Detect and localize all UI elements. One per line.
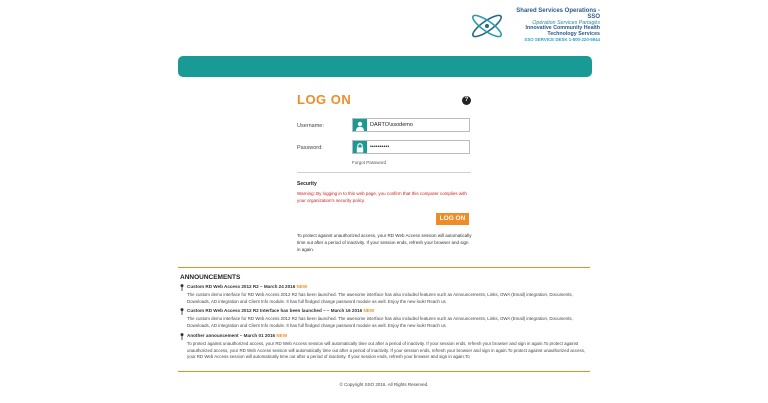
logo-line4: Technology Services <box>547 30 600 37</box>
session-timeout-note: To protect against unauthorized access, your RD Web Access session will automatically time out after a period of inactivity. If your session ends, refresh your browser and sign in again. <box>297 233 472 252</box>
help-icon[interactable]: ? <box>462 96 471 105</box>
lock-icon <box>353 141 367 153</box>
new-badge: NEW <box>363 308 375 313</box>
log-on-button[interactable]: LOG ON <box>436 213 469 225</box>
username-field-wrapper <box>352 118 470 132</box>
announcements-top-rule <box>178 267 590 268</box>
username-label: Username: <box>297 123 324 129</box>
announcements-heading: ANNOUNCEMENTS <box>180 274 241 281</box>
pin-icon <box>180 333 184 340</box>
announcement-title[interactable]: Another announcement – March 01 2016 NEW <box>187 333 288 338</box>
pin-icon <box>180 284 184 291</box>
announcements-bottom-rule <box>178 371 590 372</box>
announcement-title[interactable]: Custom RD Web Access 2012 R2 Interface has been launched – – March 16 2016 NEW <box>187 308 375 313</box>
header-banner <box>178 56 592 77</box>
sso-logo <box>468 8 598 50</box>
password-field-wrapper <box>352 140 470 154</box>
announcement-title[interactable]: Custom RD Web Access 2012 R2 – March 24 2016 NEW <box>187 284 308 289</box>
password-label: Password: <box>297 145 323 151</box>
new-badge: NEW <box>296 284 308 289</box>
user-icon <box>353 119 367 131</box>
security-warning: Warning: By logging in to this web page, you confirm that this computer complies with your organization's security policy. <box>297 191 467 203</box>
page-title: LOG ON <box>297 92 352 107</box>
pin-icon <box>180 308 184 315</box>
sso-logo-icon <box>468 8 506 44</box>
new-badge: NEW <box>276 333 288 338</box>
forgot-password-link[interactable]: Forgot Password <box>352 160 387 165</box>
logo-title: Shared Services Operations - SSO <box>516 8 600 21</box>
announcement-body: The custom demo interface for RD Web Access 2012 R2 has been launched. The awesome interface has also included features such as Announcements, Links, OWA (Email) integration, Documents, Downloads, AD integration and Client Info module. It has full fledged change password module as well. Enjoy the new look! Reach us <box>187 292 573 304</box>
announcement-body: The custom demo interface for RD Web Access 2012 R2 has been launched. The awesome interface has also included features such as Announcements, Links, OWA (Email) integration, Documents, Downloads, AD integration and Client Info module. It has full fledged change password module as well. Enjoy the new look! Reach us <box>187 316 573 328</box>
logo-line3: Innovative Community Health <box>525 25 600 32</box>
password-input[interactable]: •••••••••• <box>370 144 390 150</box>
footer-copyright: © Copyright SSO 2016. All Rights Reserved. <box>339 382 429 387</box>
username-input[interactable] <box>370 119 468 131</box>
announcement-body: To protect against unauthorized access, your RD Web Access session will automatically time out after a period of inactivity. If your session ends, refresh your browser and sign in again.To protect against unauthorized access, your RD Web Access session will automatically time out after a period of inactivity. If your session ends, refresh your browser and sign in again.To protect against unauthorized access, your RD Web Access session will automatically time out after a period of inactivity. If your session ends, refresh your browser and sign in again.To <box>187 341 586 360</box>
security-heading: Security <box>297 181 317 187</box>
divider <box>297 172 471 173</box>
service-desk-phone: SSO SERVICE DESK 1-800-220-5944 <box>524 37 600 43</box>
logo-subtitle-fr: Opération Services Partagés <box>532 19 600 26</box>
